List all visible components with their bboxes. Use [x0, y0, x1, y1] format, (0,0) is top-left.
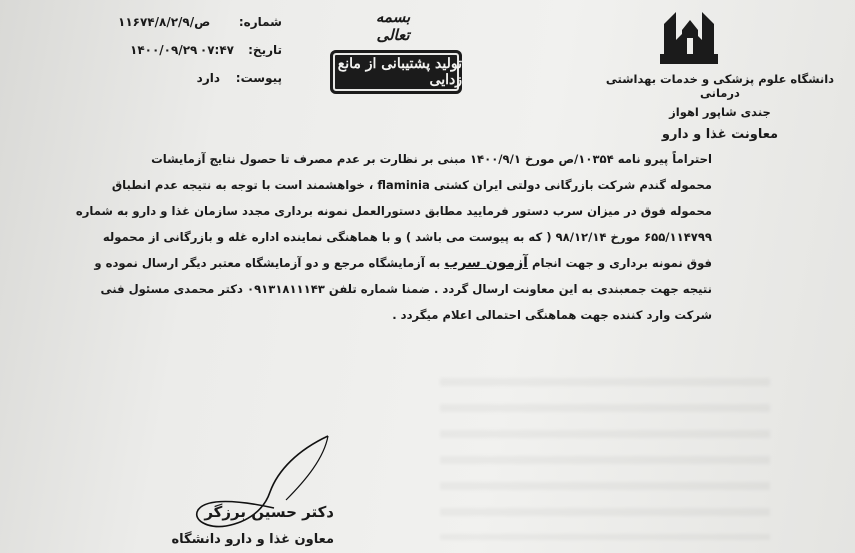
- organization-block: [600, 72, 840, 142]
- body-line-1: احتراماً پیرو نامه ۱۰۳۵۴/ص مورخ ۱۴۰۰/۹/۱ مبنی بر نظارت بر عدم مصرف تا حصول نتایج آزمایشات: [151, 152, 712, 166]
- body-line-5-end: به آزمایشگاه مرجع و دو آزمایشگاه معتبر دیگر ارسال نموده و: [94, 256, 441, 270]
- body-line-5: [94, 250, 712, 276]
- date-time: ۰۷:۴۷: [199, 43, 234, 57]
- slogan-seal: [330, 50, 462, 94]
- number-value: ۱۱۶۷۴/ص/۸/۲/۹: [118, 15, 211, 29]
- body-line-4: ۶۵۵/۱۱۴۷۹۹ مورخ ۹۸/۱۲/۱۴ ( که به پیوست می باشد ) و با هماهنگی نماینده اداره غله و بازرگانی از محموله: [102, 230, 712, 244]
- org-city: جندی شاپور اهواز: [669, 105, 771, 119]
- attachment-value: دارد: [196, 71, 220, 85]
- date-row: [130, 38, 282, 66]
- number-row: [118, 10, 282, 38]
- lead-test-emphasis: آزمون سرب: [444, 255, 528, 271]
- number-label: شماره:: [238, 15, 282, 29]
- attachment-label: پیوست:: [235, 71, 282, 85]
- body-line-5-start: فوق نمونه برداری و جهت انجام: [532, 256, 712, 270]
- org-university: دانشگاه علوم پزشکی و خدمات بهداشتی درمانی: [605, 72, 835, 100]
- org-department: معاونت غذا و دارو: [661, 127, 779, 142]
- letter-meta: [118, 10, 282, 94]
- signer-title: معاون غذا و دارو دانشگاه: [171, 532, 334, 547]
- body-line-2: محموله گندم شرکت بازرگانی دولتی ایران کشتی flaminia ، خواهشمند است با توجه به نتیجه عدم انطباق: [111, 178, 712, 192]
- letter-body: [75, 146, 712, 328]
- bismillah-calligraphy: بسمه تعالی: [375, 8, 411, 44]
- body-line-3: محموله فوق در میزان سرب دستور فرمایید مطابق دستورالعمل نمونه برداری مجدد سازمان غذا و دارو به شماره: [75, 204, 712, 218]
- body-line-7: شرکت وارد کننده جهت هماهنگی احتمالی اعلام میگردد .: [392, 308, 712, 322]
- attachment-row: [150, 66, 282, 94]
- date-value: ۱۴۰۰/۰۹/۲۹: [130, 43, 198, 57]
- signer-name: دکتر حسین برزگر: [204, 503, 334, 521]
- bleed-through-texture: [440, 360, 770, 540]
- body-line-6: نتیجه جهت جمعبندی به این معاونت ارسال گردد . ضمنا شماره تلفن ۰۹۱۳۱۸۱۱۱۴۳ دکتر محمدی مسئول فنی: [100, 282, 712, 296]
- slogan-text: تولید پشتیبانی از مانع زدایی: [337, 56, 462, 88]
- signature-scribble-icon: [178, 430, 338, 540]
- date-label: تاریخ:: [248, 43, 282, 57]
- university-logo-icon: [656, 10, 722, 68]
